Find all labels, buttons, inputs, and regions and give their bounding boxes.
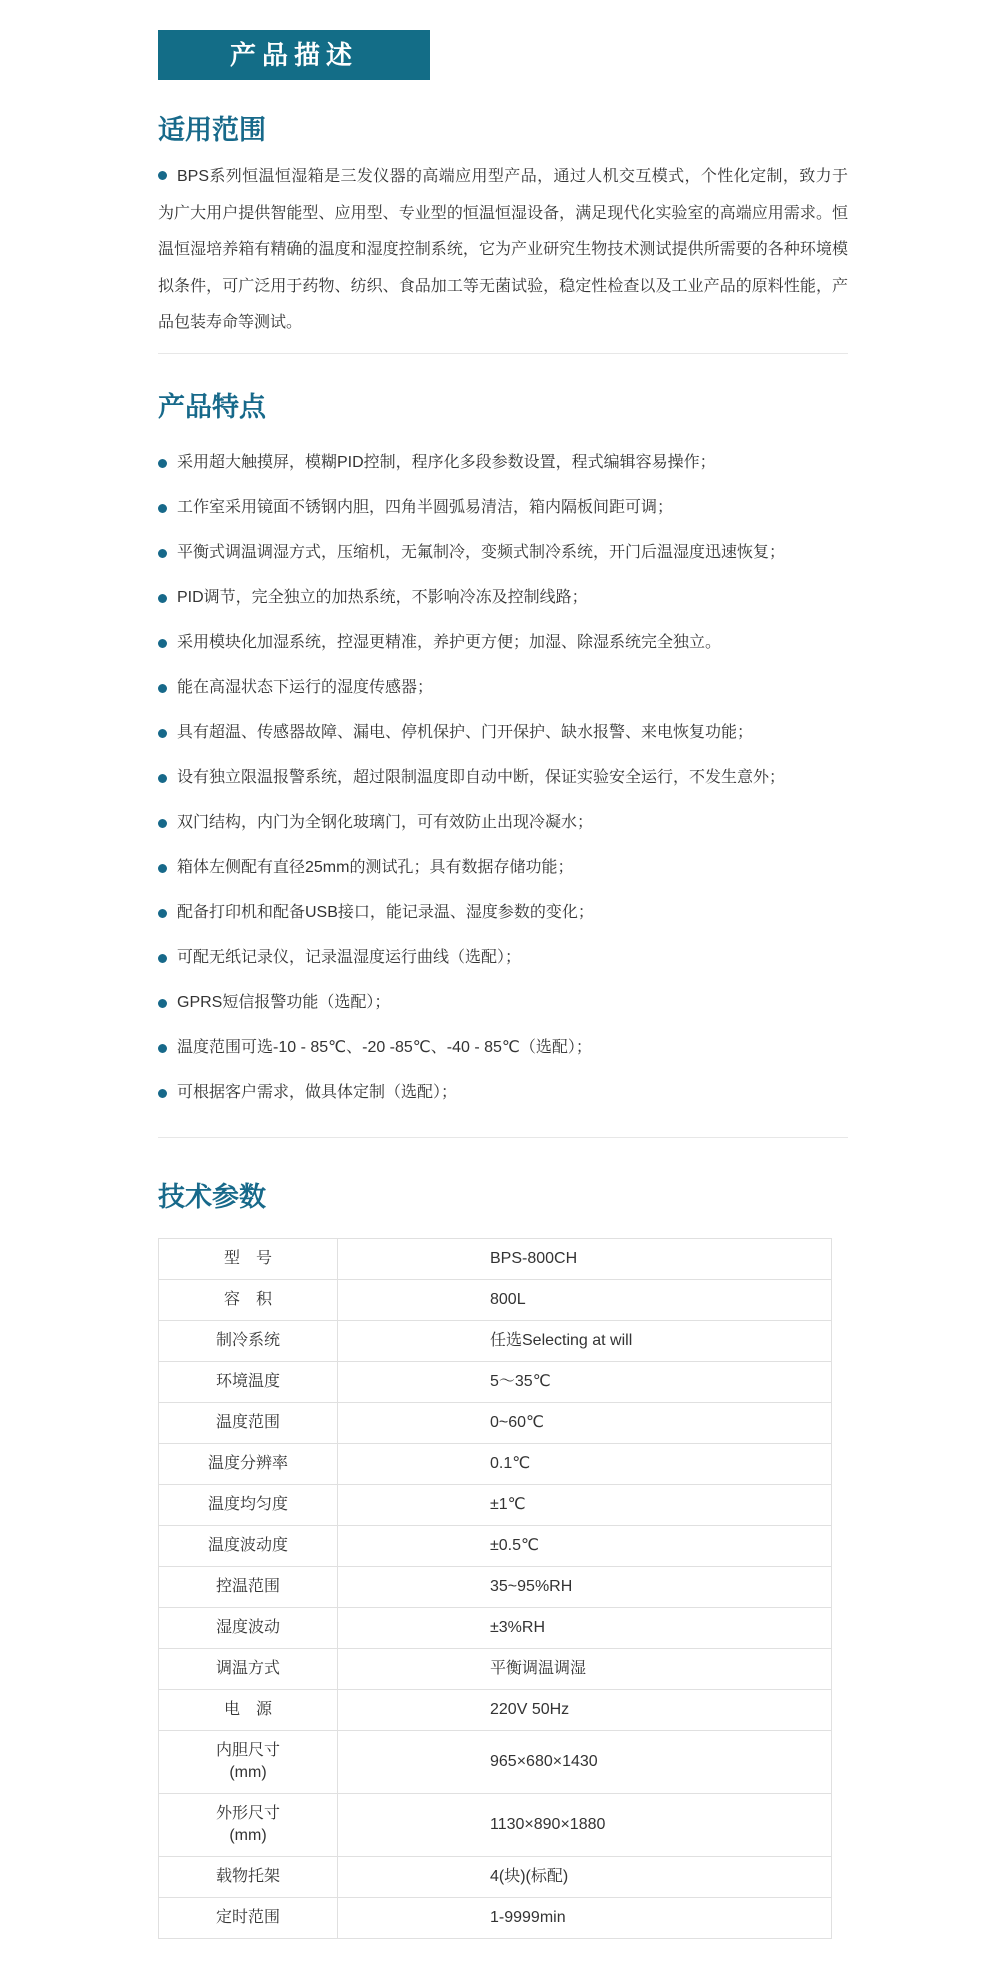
bullet-icon [158, 684, 167, 693]
feature-item [158, 947, 848, 969]
scope-paragraph [158, 159, 848, 342]
bullet-icon [158, 1089, 167, 1098]
bullet-icon [158, 909, 167, 918]
bullet-icon [158, 1044, 167, 1053]
spec-value: 800L [338, 1279, 832, 1320]
feature-item [158, 587, 848, 609]
feature-text: 平衡式调温调湿方式，压缩机，无氟制冷，变频式制冷系统，开门后温湿度迅速恢复； [177, 543, 786, 561]
table-row [159, 1856, 832, 1897]
section-divider [158, 353, 848, 354]
table-row [159, 1689, 832, 1730]
feature-item [158, 632, 848, 654]
spec-label: 温度均匀度 [159, 1484, 338, 1525]
spec-label: 电 源 [159, 1689, 338, 1730]
spec-value: 0.1℃ [338, 1443, 832, 1484]
spec-label: 环境温度 [159, 1361, 338, 1402]
feature-text: 工作室采用镜面不锈钢内胆，四角半圆弧易清洁，箱内隔板间距可调； [177, 498, 674, 516]
spec-value: 5～35℃ [338, 1361, 832, 1402]
section-divider [158, 1137, 848, 1138]
table-row [159, 1793, 832, 1856]
feature-item [158, 992, 848, 1014]
bullet-icon [158, 864, 167, 873]
spec-label: 内胆尺寸 (mm) [159, 1730, 338, 1793]
product-description-badge: 产品描述 [158, 30, 430, 80]
spec-value: 平衡调温调湿 [338, 1648, 832, 1689]
spec-label: 湿度波动 [159, 1607, 338, 1648]
bullet-icon [158, 774, 167, 783]
feature-item [158, 1037, 848, 1059]
spec-value: 1130×890×1880 [338, 1793, 832, 1856]
feature-text: 能在高湿状态下运行的湿度传感器； [177, 678, 434, 696]
bullet-icon [158, 999, 167, 1008]
feature-text: 可配无纸记录仪，记录温湿度运行曲线（选配）； [177, 948, 522, 966]
feature-text: GPRS短信报警功能（选配）； [177, 993, 391, 1011]
bullet-icon [158, 504, 167, 513]
feature-text: 配备打印机和配备USB接口，能记录温、湿度参数的变化； [177, 903, 594, 921]
feature-text: 设有独立限温报警系统，超过限制温度即自动中断，保证实验安全运行，不发生意外； [177, 768, 786, 786]
feature-text: 温度范围可选-10 - 85℃、-20 -85℃、-40 - 85℃（选配）； [177, 1038, 592, 1056]
table-row [159, 1607, 832, 1648]
table-row [159, 1525, 832, 1566]
table-row [159, 1484, 832, 1525]
feature-item [158, 857, 848, 879]
spec-value: 220V 50Hz [338, 1689, 832, 1730]
spec-value: ±0.5℃ [338, 1525, 832, 1566]
spec-label: 外形尺寸 (mm) [159, 1793, 338, 1856]
bullet-icon [158, 819, 167, 828]
specs-section-title: 技术参数 [158, 1181, 266, 1212]
bullet-icon [158, 729, 167, 738]
spec-label: 温度分辨率 [159, 1443, 338, 1484]
table-row [159, 1320, 832, 1361]
spec-label: 调温方式 [159, 1648, 338, 1689]
feature-item [158, 1082, 848, 1104]
bullet-icon [158, 171, 167, 180]
feature-item [158, 542, 848, 564]
spec-label: 制冷系统 [159, 1320, 338, 1361]
spec-value: 1-9999min [338, 1897, 832, 1938]
spec-label: 温度波动度 [159, 1525, 338, 1566]
feature-text: 箱体左侧配有直径25mm的测试孔；具有数据存储功能； [177, 858, 574, 876]
specs-table [158, 1238, 832, 1939]
feature-text: 采用模块化加湿系统，控湿更精准，养护更方便；加湿、除湿系统完全独立。 [177, 633, 722, 651]
scope-section-title: 适用范围 [158, 115, 266, 145]
feature-item [158, 497, 848, 519]
bullet-icon [158, 639, 167, 648]
feature-item [158, 677, 848, 699]
spec-label: 定时范围 [159, 1897, 338, 1938]
spec-value: ±3%RH [338, 1607, 832, 1648]
spec-label: 载物托架 [159, 1856, 338, 1897]
spec-value: 965×680×1430 [338, 1730, 832, 1793]
feature-text: PID调节，完全独立的加热系统，不影响冷冻及控制线路； [177, 588, 588, 606]
table-row [159, 1566, 832, 1607]
spec-value: 35~95%RH [338, 1566, 832, 1607]
feature-text: 采用超大触摸屏，模糊PID控制，程序化多段参数设置，程式编辑容易操作； [177, 453, 716, 471]
feature-item [158, 812, 848, 834]
feature-item [158, 767, 848, 789]
feature-text: 双门结构，内门为全钢化玻璃门，可有效防止出现冷凝水； [177, 813, 594, 831]
spec-value: 4(块)(标配) [338, 1856, 832, 1897]
table-row [159, 1361, 832, 1402]
feature-text: 可根据客户需求，做具体定制（选配）； [177, 1083, 458, 1101]
table-row [159, 1279, 832, 1320]
feature-item [158, 902, 848, 924]
table-row [159, 1730, 832, 1793]
spec-value: 任选Selecting at will [338, 1320, 832, 1361]
spec-label: 温度范围 [159, 1402, 338, 1443]
spec-label: 控温范围 [159, 1566, 338, 1607]
feature-list [158, 452, 848, 1104]
table-row [159, 1443, 832, 1484]
spec-value: BPS-800CH [338, 1238, 832, 1279]
bullet-icon [158, 594, 167, 603]
bullet-icon [158, 954, 167, 963]
spec-value: ±1℃ [338, 1484, 832, 1525]
table-row [159, 1897, 832, 1938]
feature-item [158, 722, 848, 744]
table-row [159, 1648, 832, 1689]
spec-value: 0~60℃ [338, 1402, 832, 1443]
features-section-title: 产品特点 [158, 391, 266, 422]
spec-label: 型 号 [159, 1238, 338, 1279]
scope-paragraph-text: BPS系列恒温恒湿箱是三发仪器的高端应用型产品，通过人机交互模式，个性化定制，致力于为广大用户提供智能型、应用型、专业型的恒温恒湿设备，满足现代化实验室的高端应用需求。恒温恒湿培养箱有精确的温度和湿度控制系统，它为产业研究生物技术测试提供所需要的各种环境模拟条件，可广泛用于药物、纺织、食品加工等无菌试验，稳定性检查以及工业产品的原料性能，产品包装寿命等测试。 [158, 168, 848, 331]
bullet-icon [158, 459, 167, 468]
bullet-icon [158, 549, 167, 558]
table-row [159, 1402, 832, 1443]
feature-item [158, 452, 848, 474]
table-row [159, 1238, 832, 1279]
feature-text: 具有超温、传感器故障、漏电、停机保护、门开保护、缺水报警、来电恢复功能； [177, 723, 754, 741]
spec-label: 容 积 [159, 1279, 338, 1320]
